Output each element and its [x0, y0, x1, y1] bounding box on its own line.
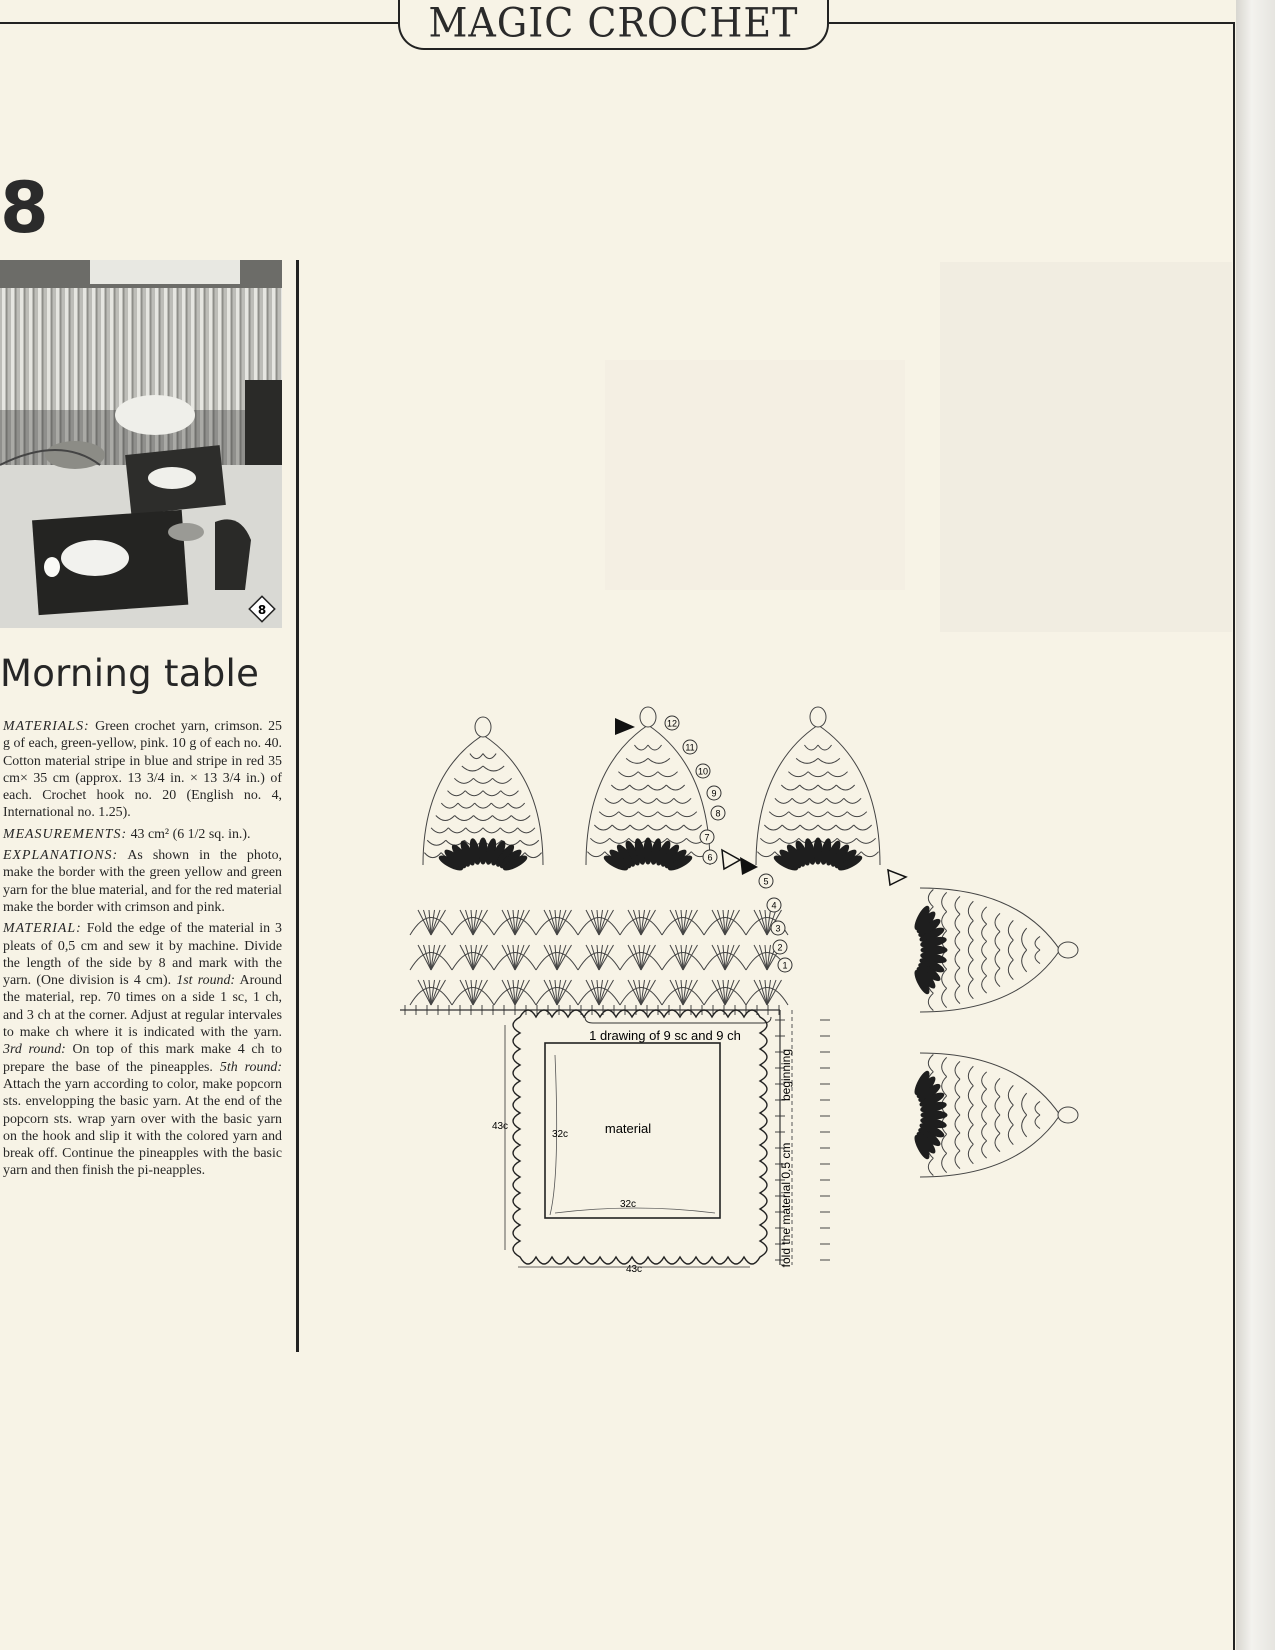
materials-paragraph	[3, 718, 282, 822]
measurements-paragraph	[3, 826, 282, 843]
start-arrow-icon-2	[740, 857, 758, 875]
project-number: 8	[0, 167, 49, 249]
show-through-column	[605, 360, 905, 590]
round1-label: 1st round:	[176, 973, 236, 989]
row-number-7	[700, 830, 714, 844]
svg-text:8: 8	[715, 808, 721, 819]
end-arrow-icon-2	[888, 870, 906, 885]
round1-text: Around the material, rep. 70 times on a side 1 sc, 1 ch, and 3 ch at the corner. Adjust at regular intervales to make ch where it is indicated with the yarn.	[3, 973, 282, 1041]
frame-rule-right	[1233, 22, 1235, 1650]
page-binding	[1236, 0, 1275, 1650]
material-square-diagram	[492, 1010, 767, 1275]
svg-text:12: 12	[666, 718, 678, 729]
svg-text:5: 5	[763, 876, 769, 887]
explanations-paragraph	[3, 847, 282, 916]
svg-text:7: 7	[704, 832, 710, 843]
row-number-5	[759, 874, 773, 888]
magazine-header	[398, 0, 829, 50]
round3-text: On top of this mark make 4 ch to prepare the base of the pineapples.	[3, 1042, 282, 1075]
material-paragraph	[3, 920, 282, 1179]
row-number-10	[696, 764, 710, 778]
explanations-label: EXPLANATIONS:	[3, 848, 119, 864]
materials-text: Green crochet yarn, crimson. 25 g of each, green-yellow, pink. 10 g of each no. 40. Cotton material stripe in blue and stripe in red 35 cm× 35 cm (approx. 13 3/4 in. × 13 3/4 in.) of each. Crochet hook no. 20 (English no. 4, International no. 1.25).	[3, 719, 282, 821]
material-label: MATERIAL:	[3, 921, 82, 937]
beginning-label: beginning	[779, 1048, 793, 1102]
row-number-8	[711, 806, 725, 820]
row-number-6	[703, 850, 717, 864]
crochet-diagram	[400, 718, 1140, 1350]
material-text: Fold the edge of the material in 3 pleats of 0,5 cm and sew it by machine. Divide the length of the side by 8 and mark with the yarn. (One division is 4 cm).	[3, 921, 282, 989]
svg-text:4: 4	[771, 900, 777, 911]
dim-outer-bottom: 43c	[625, 1264, 643, 1275]
recipe-instructions	[3, 718, 282, 1184]
round5-text: Attach the yarn according to color, make popcorn sts. envelopping the basic yarn. At the end of the popcorn sts. wrap yarn over with the basic yarn on the hook and slip it with the colored yarn and break off. Continue the pineapples with the basic yarn and then finish the pi-neapples.	[3, 1076, 282, 1179]
round5-label: 5th round:	[219, 1059, 282, 1075]
dim-outer-left: 43c	[491, 1121, 509, 1132]
chain-label: 1 drawing of 9 sc and 9 ch	[589, 1028, 741, 1043]
magazine-title: MAGIC CROCHET	[428, 0, 799, 47]
row-number-4	[767, 898, 781, 912]
materials-label: MATERIALS:	[3, 719, 90, 734]
svg-text:9: 9	[711, 788, 717, 799]
fold-label: fold the material 0,5 cm	[779, 1142, 793, 1268]
dim-inner-left: 32c	[551, 1129, 569, 1140]
pineapple-1-popcorn	[438, 838, 529, 873]
row-number-2	[773, 940, 787, 954]
row-number-11	[683, 740, 697, 754]
svg-text:8: 8	[257, 603, 267, 617]
measurements-label: MEASUREMENTS:	[3, 826, 128, 842]
row-number-9	[707, 786, 721, 800]
svg-text:6: 6	[707, 852, 713, 863]
measurements-text: 43 cm² (6 1/2 sq. in.).	[130, 826, 251, 842]
end-arrow-icon	[722, 850, 740, 869]
recipe-title: Morning table	[0, 652, 260, 695]
frame-rule-top-left	[0, 22, 398, 24]
row-number-3	[771, 921, 785, 935]
row-number-12	[665, 716, 679, 730]
svg-text:1: 1	[782, 960, 788, 971]
svg-text:2: 2	[777, 942, 783, 953]
show-through-block	[940, 262, 1232, 632]
project-photo	[0, 260, 282, 628]
start-arrow-icon	[615, 718, 635, 735]
dim-inner-bottom: 32c	[619, 1199, 637, 1210]
frame-rule-top-right	[825, 22, 1235, 24]
svg-text:3: 3	[775, 923, 781, 934]
svg-text:11: 11	[685, 742, 695, 753]
column-rule	[296, 260, 299, 1352]
svg-text:10: 10	[697, 766, 709, 777]
explanations-text: As shown in the photo, make the border with the green yellow and green yarn for the blue material, and for the red material make the border with crimson and pink.	[3, 848, 282, 915]
round3-label: 3rd round:	[3, 1042, 66, 1058]
material-label: material	[604, 1121, 652, 1136]
row-number-1	[778, 958, 792, 972]
